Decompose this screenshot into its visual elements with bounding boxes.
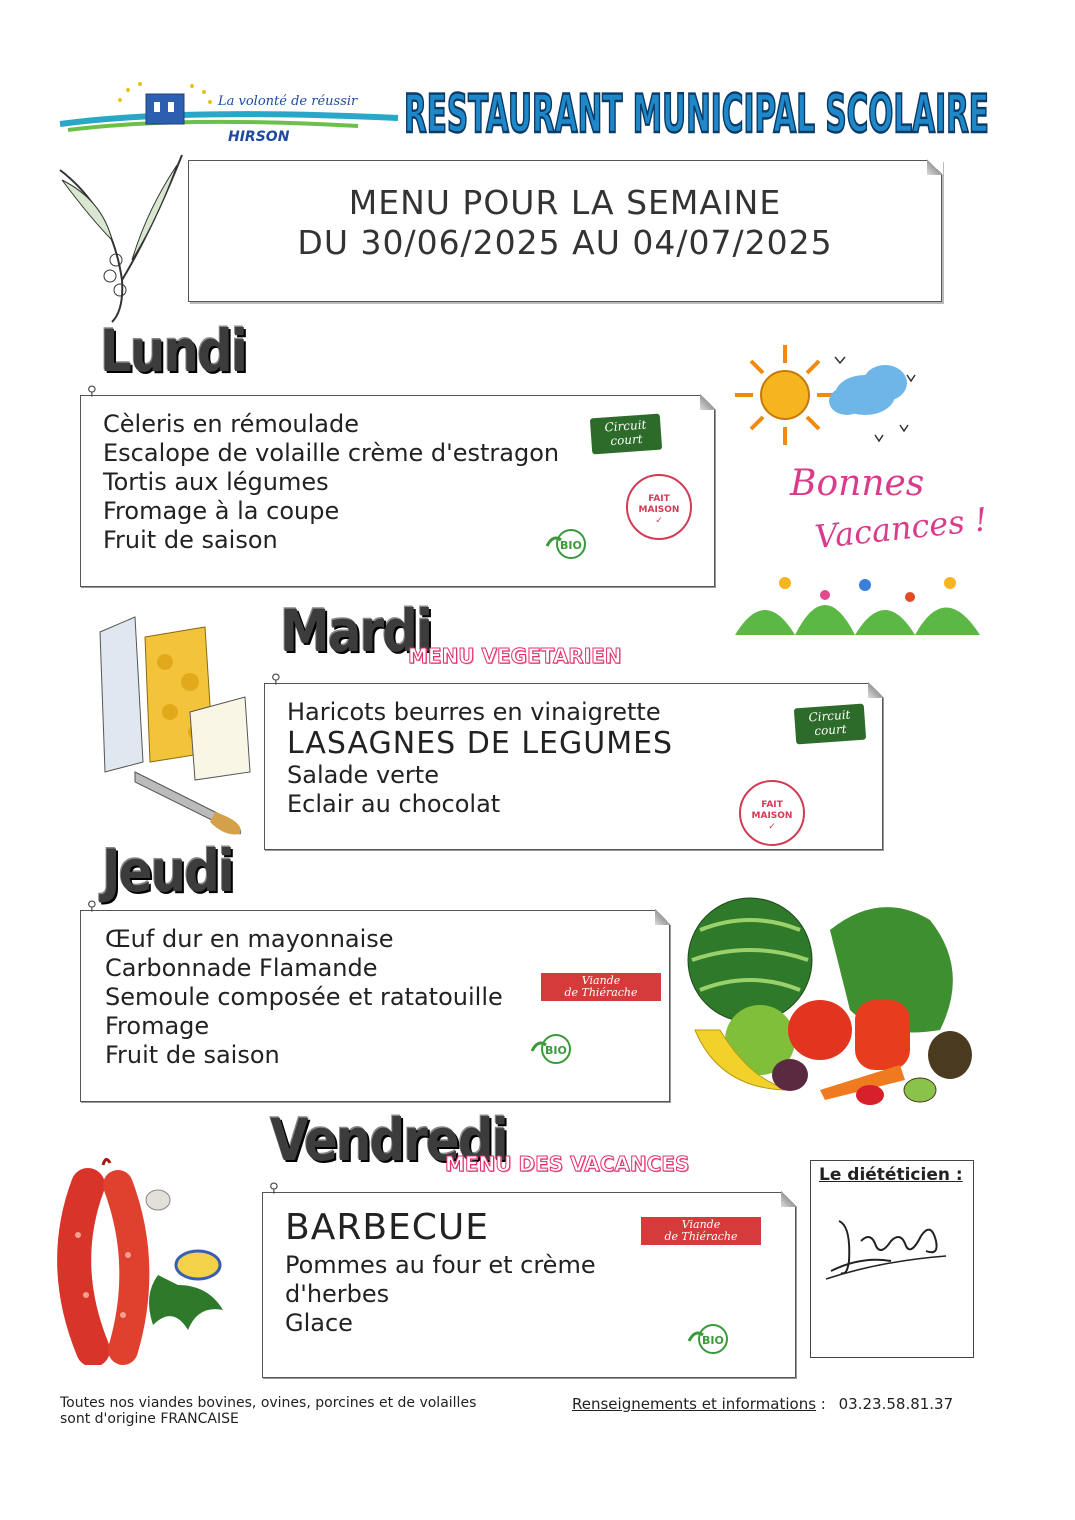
restaurant-title-text: RESTAURANT MUNICIPAL SCOLAIRE (404, 84, 990, 146)
menu-vacances-tag: MENU DES VACANCES (445, 1152, 690, 1176)
fait-maison-stamp: FAIT MAISON ✓ (626, 474, 692, 540)
page-fold (700, 394, 716, 410)
menu-item: Fromage à la coupe (103, 497, 340, 525)
menu-item-main: LASAGNES DE LEGUMES (287, 726, 674, 761)
menu-title-line1: MENU POUR LA SEMAINE (348, 183, 782, 222)
dietitian-label: Le diététicien : (819, 1165, 963, 1185)
menu-item: Cèleris en rémoulade (103, 410, 359, 438)
menu-item: Semoule composée et ratatouille (105, 983, 503, 1011)
bonnes-vacances-illustration (735, 335, 985, 645)
circuit-court-badge: Circuit court (794, 704, 866, 745)
footer-origin-line1: Toutes nos viandes bovines, ovines, porcines et de volailles (60, 1395, 477, 1411)
sun-icon (735, 345, 835, 445)
menu-item-main: BARBECUE (285, 1207, 490, 1248)
menu-item: Fruit de saison (103, 526, 278, 554)
svg-text:BIO: BIO (560, 539, 582, 552)
footer-origin (60, 1395, 476, 1427)
menu-item: Pommes au four et crème (285, 1251, 596, 1279)
bio-badge (541, 526, 591, 562)
cloud-icon (829, 365, 907, 415)
menu-item: Eclair au chocolat (287, 790, 501, 818)
page-fold (927, 159, 943, 175)
vendredi-items (285, 1205, 596, 1338)
hirson-logo (58, 78, 403, 148)
restaurant-title (400, 72, 1000, 152)
logo-slogan: La volonté de réussir (218, 94, 358, 109)
pin-icon: ⚲ (271, 672, 281, 687)
bio-badge (683, 1321, 733, 1357)
fruits-vegetables-illustration (680, 890, 980, 1115)
page-fold (655, 909, 671, 925)
pin-icon: ⚲ (269, 1181, 279, 1196)
day-heading-vendredi: Vendredi (270, 1107, 507, 1174)
svg-text:BIO: BIO (545, 1044, 567, 1057)
page-fold (781, 1191, 797, 1207)
bonnes-text: Bonnes (790, 463, 925, 504)
jeudi-menu-box (80, 899, 670, 1102)
menu-item: Œuf dur en mayonnaise (105, 925, 394, 953)
circuit-court-badge: Circuit court (590, 414, 662, 455)
feather-decoration (52, 150, 192, 325)
footer-info (572, 1395, 953, 1413)
lundi-menu-box (80, 384, 715, 587)
menu-item: Haricots beurres en vinaigrette (287, 698, 661, 726)
menu-title-box (188, 160, 942, 302)
menu-item: d'herbes (285, 1280, 390, 1308)
page-fold (868, 682, 884, 698)
footer-phone: 03.23.58.81.37 (838, 1395, 954, 1413)
pin-icon: ⚲ (87, 384, 97, 399)
mardi-menu-box (264, 672, 883, 850)
viande-thierache-badge: Viande de Thiérache (541, 973, 661, 1001)
footer-origin-line2: sont d'origine FRANCAISE (60, 1411, 239, 1427)
menu-item: Escalope de volaille crème d'estragon (103, 439, 560, 467)
menu-item: Tortis aux légumes (103, 468, 329, 496)
menu-item: Fromage (105, 1012, 210, 1040)
logo-town: HIRSON (228, 129, 290, 145)
menu-item: Salade verte (287, 761, 439, 789)
fait-maison-stamp: FAIT MAISON ✓ (739, 780, 805, 846)
cheese-illustration (95, 612, 255, 842)
lundi-items (103, 410, 559, 555)
day-heading-mardi: Mardi (280, 598, 432, 665)
svg-text:BIO: BIO (702, 1334, 724, 1347)
grass-flowers-icon (735, 577, 980, 635)
vacances-text: Vacances ! (812, 500, 985, 557)
menu-vegetarien-tag: MENU VEGETARIEN (408, 644, 622, 668)
dietitian-signature (821, 1201, 961, 1295)
mardi-items (287, 698, 673, 819)
menu-title-dates: DU 30/06/2025 AU 04/07/2025 (297, 223, 833, 262)
pin-icon: ⚲ (87, 899, 97, 914)
menu-item: Fruit de saison (105, 1041, 280, 1069)
vendredi-menu-box (262, 1181, 796, 1378)
viande-thierache-badge: Viande de Thiérache (641, 1217, 761, 1245)
day-heading-lundi: Lundi (100, 318, 246, 385)
jeudi-items (105, 925, 503, 1070)
sausage-illustration (48, 1155, 238, 1365)
day-heading-jeudi: Jeudi (102, 838, 234, 905)
dietitian-box (810, 1160, 974, 1358)
bio-badge (526, 1031, 576, 1067)
menu-item: Carbonnade Flamande (105, 954, 378, 982)
menu-item: Glace (285, 1309, 353, 1337)
footer-info-separator: : (816, 1395, 826, 1413)
footer-info-label: Renseignements et informations (572, 1395, 817, 1413)
